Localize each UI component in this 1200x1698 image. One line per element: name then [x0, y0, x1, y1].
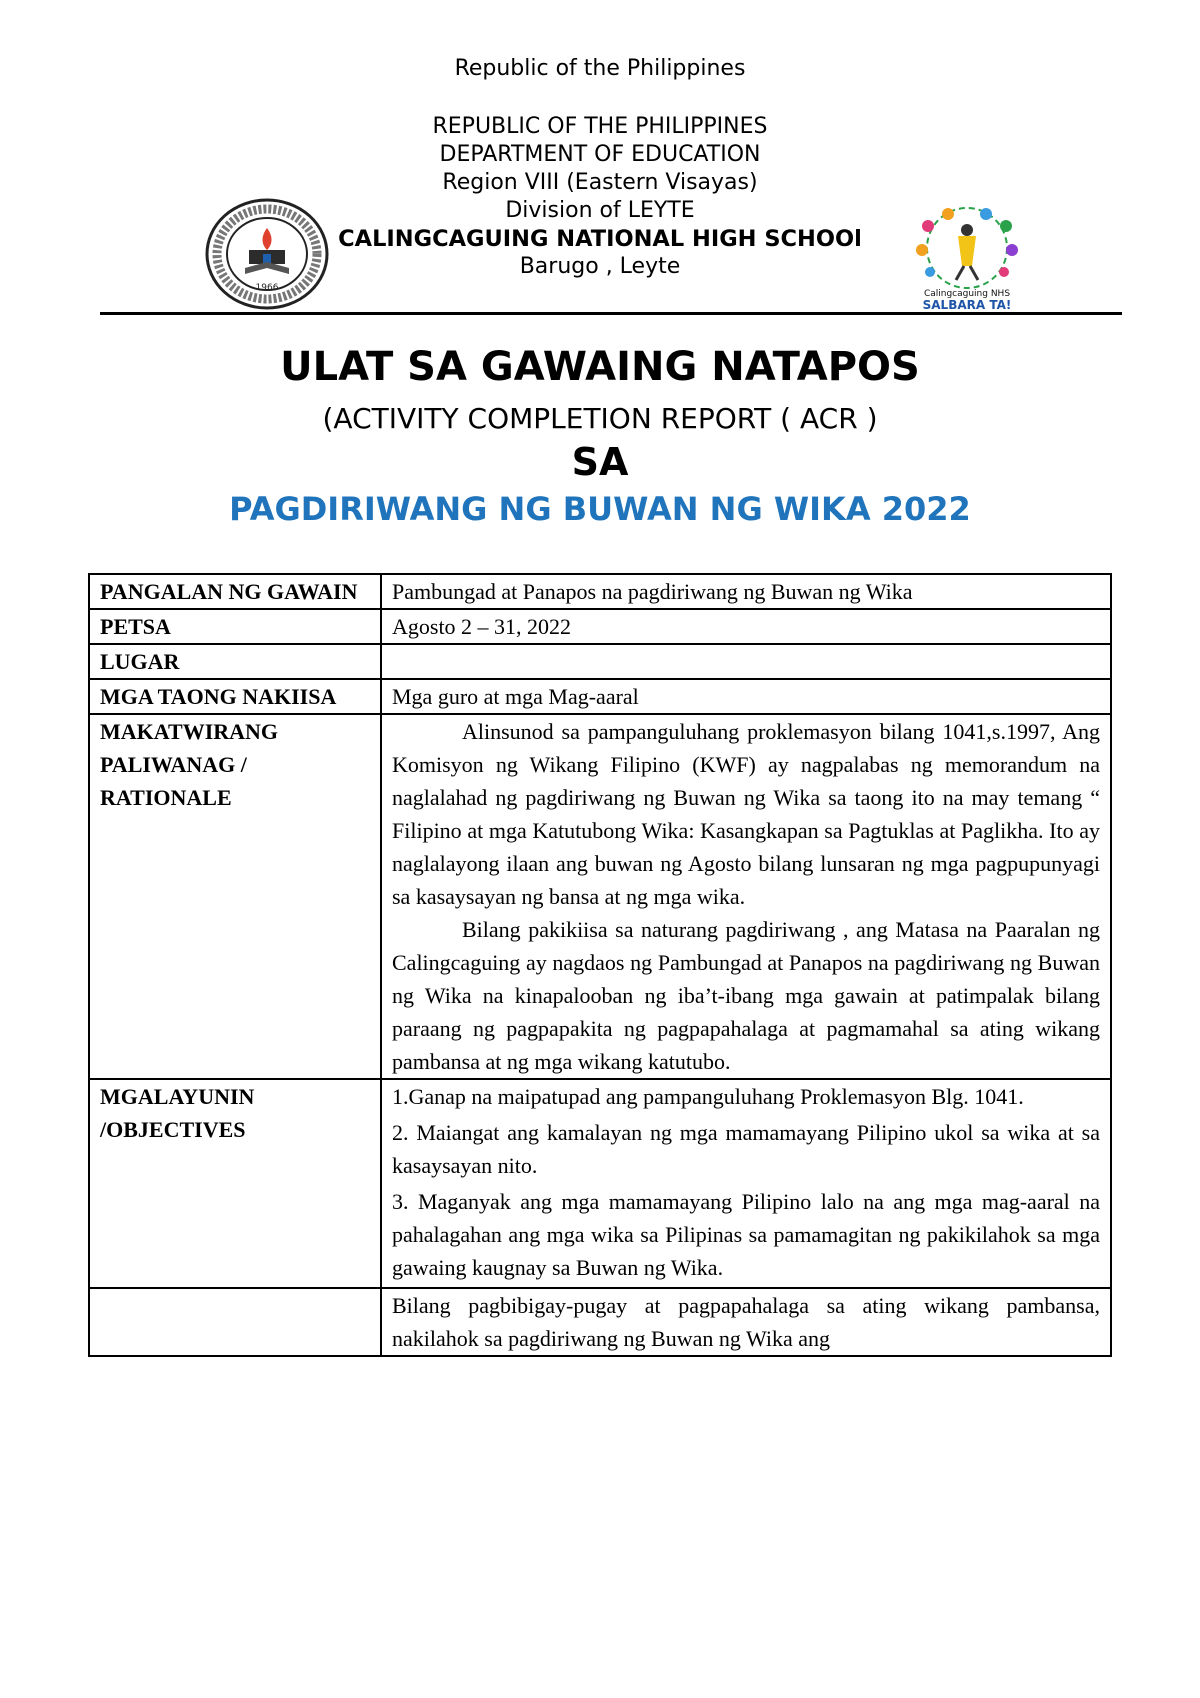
row-value-activity: Pambungad at Panapos na pagdiriwang ng Buwan ng Wika — [381, 574, 1111, 609]
table-row — [89, 1288, 1111, 1356]
letterhead-line-2: DEPARTMENT OF EDUCATION — [439, 142, 761, 167]
row-value-objectives — [381, 1079, 1111, 1288]
objective-item-1: 1.Ganap na maipatupad ang pampanguluhang Proklemasyon Blg. 1041. — [392, 1084, 1024, 1109]
row-value-date: Agosto 2 – 31, 2022 — [381, 609, 1111, 644]
row-label-objectives: MGALAYUNIN /OBJECTIVES — [89, 1079, 381, 1288]
table-row — [89, 679, 1111, 714]
table-row — [89, 714, 1111, 1079]
row-label-rationale: MAKATWIRANG PALIWANAG / RATIONALE — [89, 714, 381, 1079]
letterhead-line-4: Division of LEYTE — [505, 198, 695, 223]
objective-item-2: 2. Maiangat ang kamalayan ng mga mamamayang Pilipino ukol sa wika at sa kasaysayan nito. — [392, 1120, 1100, 1178]
school-location: Barugo , Leyte — [519, 254, 681, 279]
report-title: ULAT SA GAWAING NATAPOS — [280, 344, 920, 390]
table-row — [89, 574, 1111, 609]
table-row — [89, 644, 1111, 679]
rationale-paragraph-1: Alinsunod sa pampanguluhang proklemasyon bilang 1041,s.1997, Ang Komisyon ng Wikang Filipino (KWF) ay nagpalabas ng memorandum na naglalahad ng pagdiriwang ng Buwan ng Wika sa taong ito na may temang “ Filipino at mga Katutubong Wika: Kasangkapan sa Pagtuklas at Paglikha. Ito ay naglalayong ilaan ang buwan ng Agosto bilang lunsaran ng mga pagpupunyagi sa kasaysayan ng bansa at ng mga wika. — [392, 719, 1100, 909]
salbara-logo-icon — [898, 206, 1036, 312]
report-table — [88, 573, 1112, 1357]
row-label-participants: MGA TAONG NAKIISA — [89, 679, 381, 714]
row-label-activity: PANGALAN NG GAWAIN — [89, 574, 381, 609]
rationale-paragraph-2: Bilang pakikiisa sa naturang pagdiriwang , ang Matasa na Paaralan ng Calingcaguing ay nagdaos ng Pambungad at Panapos na pagdiriwang ng Buwan ng Wika na kinapalooban ng iba’t-ibang mga gawain at patimpalak bilang paraang ng pagpapakita ng pagpapahalaga at pagmamahal sa ating wikang pambansa at ng mga wikang katutubo. — [392, 917, 1100, 1074]
school-name: CALINGCAGUING NATIONAL HIGH SCHOOl — [338, 226, 862, 252]
logo-slogan: SALBARA TA! — [922, 298, 1012, 312]
objective-item-3: 3. Maganyak ang mga mamamayang Pilipino lalo na ang mga mag-aaral na pahalagahan ang mga wika sa Pilipinas sa pamamagitan ng pakikilahok sa mga gawaing kaugnay sa Buwan ng Wika. — [392, 1189, 1100, 1280]
row-label-date: PETSA — [89, 609, 381, 644]
table-row — [89, 1079, 1111, 1288]
school-seal-icon — [205, 198, 329, 310]
row-value-participants: Mga guro at mga Mag-aaral — [381, 679, 1111, 714]
row-label-last — [89, 1288, 381, 1356]
report-sa: SA — [571, 440, 629, 484]
row-value-last: Bilang pagbibigay-pugay at pagpapahalaga sa ating wikang pambansa, nakilahok sa pagdiriwang ng Buwan ng Wika ang — [381, 1288, 1111, 1356]
row-value-venue — [381, 644, 1111, 679]
table-row — [89, 609, 1111, 644]
event-title: PAGDIRIWANG NG BUWAN NG WIKA 2022 — [229, 490, 971, 528]
logo-caption: Calingcaguing NHS — [923, 289, 1011, 299]
seal-year: 1966 — [255, 283, 279, 293]
letterhead-line-1: REPUBLIC OF THE PHILIPPINES — [432, 114, 768, 139]
header-divider — [100, 312, 1122, 315]
top-line: Republic of the Philippines — [454, 56, 746, 81]
row-value-rationale — [381, 714, 1111, 1079]
row-label-venue: LUGAR — [89, 644, 381, 679]
letterhead-line-3: Region VIII (Eastern Visayas) — [442, 170, 758, 195]
report-subtitle: (ACTIVITY COMPLETION REPORT ( ACR ) — [322, 402, 878, 435]
